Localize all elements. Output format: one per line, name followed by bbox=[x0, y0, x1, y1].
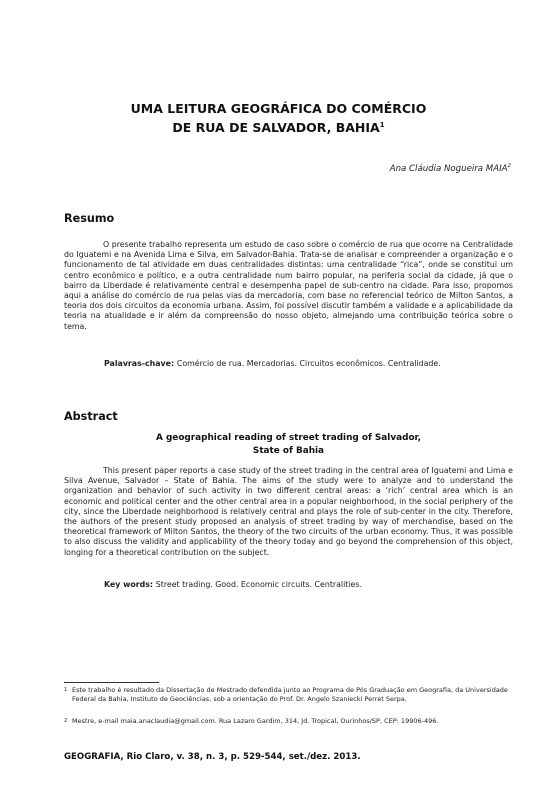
abstract-title-line-2: State of Bahia bbox=[252, 445, 325, 456]
footnote-divider bbox=[64, 682, 159, 683]
title-line-2: DE RUA DE SALVADOR, BAHIA bbox=[172, 120, 380, 136]
paper-title bbox=[60, 100, 497, 136]
journal-citation: GEOGRAFIA, Rio Claro, v. 38, n. 3, p. 529-544, set./dez. 2013. bbox=[64, 752, 361, 762]
abstract-keywords bbox=[104, 580, 362, 590]
resumo-keywords-label: Palavras-chave: bbox=[104, 359, 177, 368]
resumo-heading: Resumo bbox=[64, 212, 115, 225]
resumo-keywords bbox=[104, 359, 441, 369]
abstract-title bbox=[100, 432, 477, 457]
footnote-1 bbox=[64, 686, 514, 703]
footnote-1-mark: 1 bbox=[64, 687, 68, 693]
author-name bbox=[390, 163, 511, 174]
footnote-2 bbox=[64, 717, 514, 726]
abstract-keywords-text: Street trading. Good. Economic circuits. Centralities. bbox=[155, 580, 362, 589]
title-footnote-mark: 1 bbox=[379, 121, 385, 129]
footnote-1-text: Este trabalho é resultado da Dissertação de Mestrado defendida junto ao Programa de Pós Graduação em Geografia, da Universidade Federal da Bahia, Instituto de Geociências, sob a orientação do Prof. Dr. Angelo Szaniecki Perret Serpa. bbox=[72, 686, 508, 703]
resumo-body bbox=[64, 240, 513, 332]
author-text: Ana Cláudia Nogueira MAIA bbox=[389, 163, 508, 174]
footnote-2-mark: 2 bbox=[64, 718, 68, 724]
abstract-text: This present paper reports a case study of the street trading in the central area of Iguatemi and Lima e Silva Avenue, Salvador – State of Bahia. The aims of the study were to analyze and to understand the organization and behavior of such activity in two different central areas: a ‘rich’ central area which is an economic and political center and the other central area in a popular neighborhood, in the social periphery of the city, since the Liberdade neighborhood is relatively central and plays the role of sub-center in the city. Therefore, the authors of the present study proposed an analysis of street trading by way of merchandise, based on the theoretical framework of Milton Santos, the theory of the two circuits of the urban economy. Thus, it was possible to also discuss the validity and applicability of the theory today and go beyond the comprehension of this object, longing for a theoretical contribution on the subject. bbox=[64, 466, 513, 557]
resumo-text: O presente trabalho representa um estudo de caso sobre o comércio de rua que ocorre na Centralidade do Iguatemi e na Avenida Lima e Silva, em Salvador-Bahia. Trata-se de analisar e compreender a organização e o funcionamento de tal atividade em duas centralidades distintas: uma centralidade “rica”, onde se constitui um centro econômico e político, e a outra centralidade num bairro popular, na periferia social da cidade, já que o bairro da Liberdade é relativamente central e desempenha papel de sub-centro na cidade. Para isso, propomos aqui a análise do comércio de rua pelas vias da mercadoria, com base no referencial teórico de Milton Santos, a teoria dos dois circuitos da economia urbana. Assim, foi possível discutir também a validade e a aplicabilidade da teoria na atualidade e ir além da compreensão do nosso objeto, almejando uma contribuição teórica sobre o tema. bbox=[64, 240, 513, 331]
title-line-1: UMA LEITURA GEOGRÁFICA DO COMÉRCIO bbox=[130, 101, 427, 116]
abstract-keywords-label: Key words: bbox=[104, 580, 156, 589]
abstract-heading: Abstract bbox=[64, 410, 118, 423]
abstract-body bbox=[64, 466, 513, 558]
abstract-title-line-1: A geographical reading of street trading of Salvador, bbox=[155, 433, 421, 443]
resumo-keywords-text: Comércio de rua. Mercadorias. Circuitos econômicos. Centralidade. bbox=[176, 359, 441, 368]
author-footnote-mark: 2 bbox=[507, 163, 511, 169]
footnote-2-text: Mestre, e-mail maia.anaclaudia@gmail.com. Rua Lazaro Gardim, 314, Jd. Tropical, Ourinhos/SP, CEP: 19906-496. bbox=[72, 717, 439, 725]
